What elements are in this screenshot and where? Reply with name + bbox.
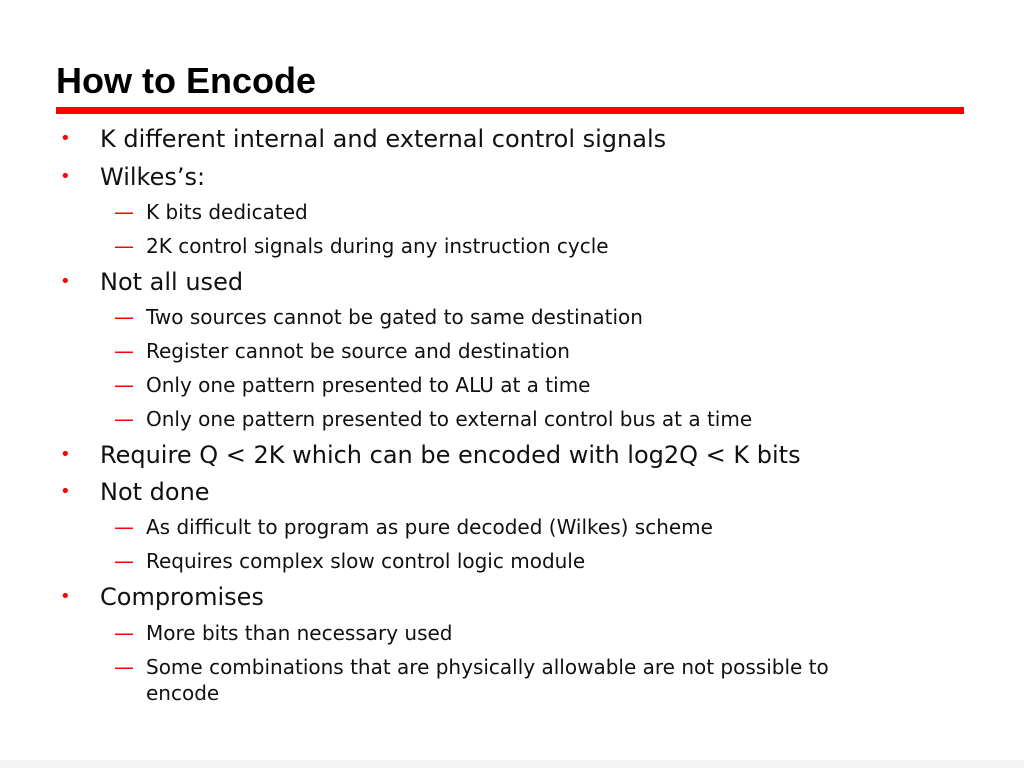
sub-bullet-text: Requires complex slow control logic module xyxy=(146,549,586,573)
sub-bullet-text: As difficult to program as pure decoded (Wilkes) scheme xyxy=(146,515,713,539)
sub-bullet-text: Only one pattern presented to external control bus at a time xyxy=(146,407,753,431)
bullet-text: Compromises xyxy=(100,583,264,611)
bullet-text: Not done xyxy=(100,478,210,506)
bullet-icon: • xyxy=(60,586,71,607)
bullet-text: Require Q < 2K which can be encoded with log2Q < K bits xyxy=(100,441,801,469)
dash-icon: — xyxy=(114,655,134,679)
bullet-text: Not all used xyxy=(100,268,244,296)
bullet-icon: • xyxy=(60,166,71,187)
dash-icon: — xyxy=(114,200,134,224)
sub-bullet-text: K bits dedicated xyxy=(146,200,308,224)
bullet-icon: • xyxy=(60,271,71,292)
dash-icon: — xyxy=(114,549,134,573)
dash-icon: — xyxy=(114,515,134,539)
bullet-text: K different internal and external control signals xyxy=(100,125,667,153)
bullet-icon: • xyxy=(60,128,71,149)
title-underline xyxy=(56,107,964,114)
sub-bullet-text: Only one pattern presented to ALU at a time xyxy=(146,373,591,397)
dash-icon: — xyxy=(114,234,134,258)
sub-bullet-text: Some combinations that are physically allowable are not possible to encode xyxy=(146,655,829,705)
dash-icon: — xyxy=(114,305,134,329)
sub-bullet-text: 2K control signals during any instruction cycle xyxy=(146,234,609,258)
bullet-icon: • xyxy=(60,444,71,465)
slide-title: How to Encode xyxy=(56,60,316,101)
bullet-icon: • xyxy=(60,481,71,502)
slide-bottom-edge xyxy=(0,760,1024,768)
sub-bullet-text: Register cannot be source and destination xyxy=(146,339,570,363)
dash-icon: — xyxy=(114,373,134,397)
sub-bullet-text: More bits than necessary used xyxy=(146,621,453,645)
dash-icon: — xyxy=(114,339,134,363)
dash-icon: — xyxy=(114,407,134,431)
dash-icon: — xyxy=(114,621,134,645)
sub-bullet-text: Two sources cannot be gated to same destination xyxy=(146,305,643,329)
bullet-text: Wilkes’s: xyxy=(100,163,206,191)
